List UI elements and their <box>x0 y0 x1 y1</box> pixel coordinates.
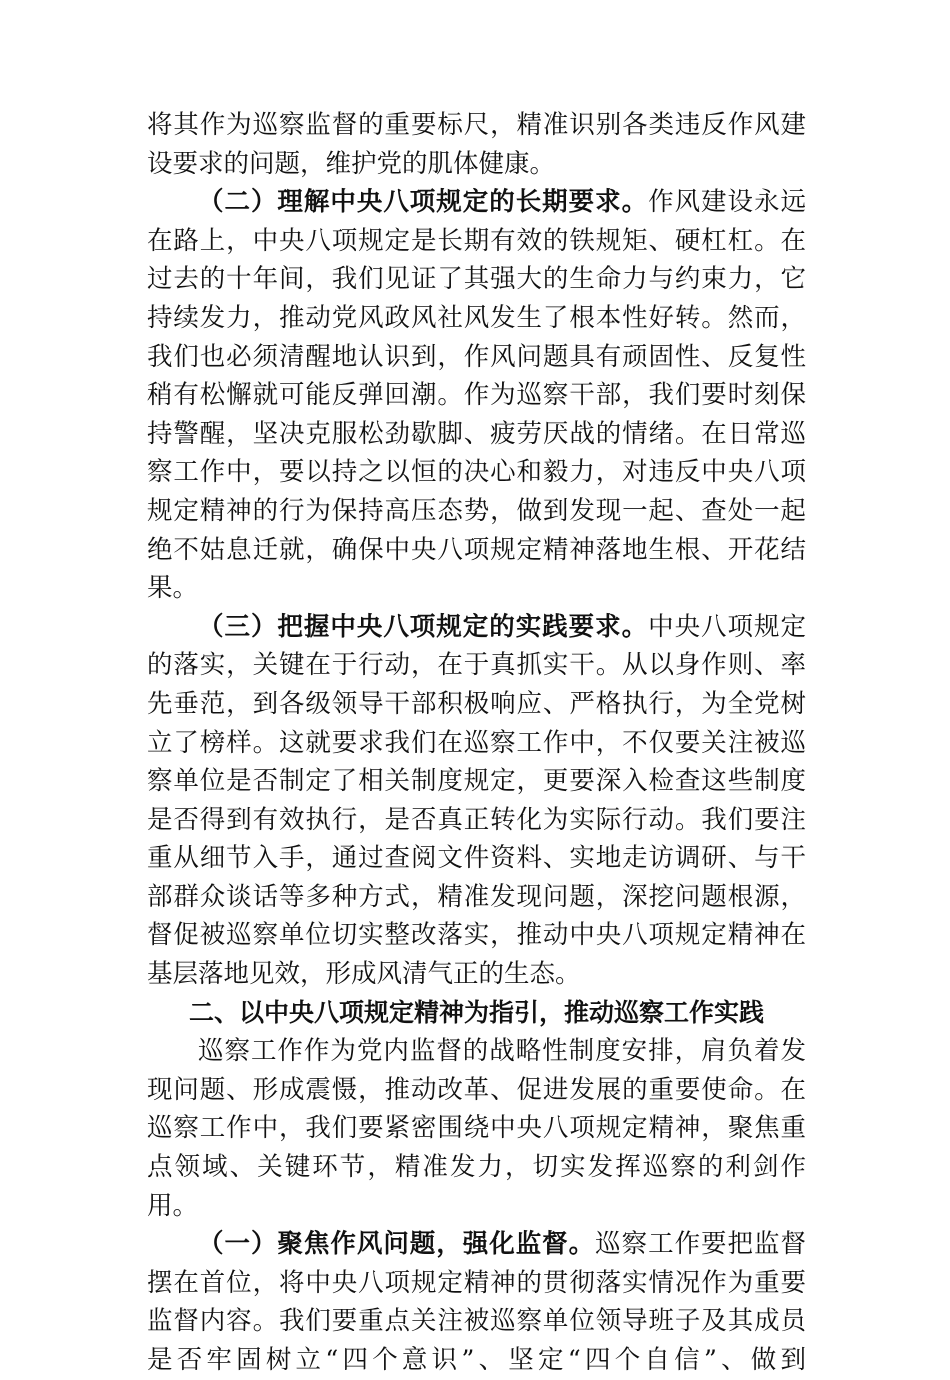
paragraph-part2-intro <box>147 1032 806 1225</box>
paragraph-part2-section-1 <box>147 1225 806 1379</box>
paragraph-body: 中央八项规定的落实，关键在于行动，在于真抓实干。从以身作则、率先垂范，到各级领导干部积极响应、严格执行，为全党树立了榜样。这就要求我们在巡察工作中，不仅要关注被巡察单位是否制定了相关制度规定，更要深入检查这些制度是否得到有效执行，是否真正转化为实际行动。我们要注重从细节入手，通过查阅文件资料、实地走访调研、与干部群众谈话等多种方式，精准发现问题，深挖问题根源，督促被巡察单位切实整改落实，推动中央八项规定精神在基层落地见效，形成风清气正的生态。 <box>147 611 806 990</box>
paragraph-body: 作风建设永远在路上，中央八项规定是长期有效的铁规矩、硬杠杠。在过去的十年间，我们见证了其强大的生命力与约束力，它持续发力，推动党风政风社风发生了根本性好转。然而，我们也必须清醒地认识到，作风问题具有顽固性、反复性稍有松懈就可能反弹回潮。作为巡察干部，我们要时刻保持警醒，坚决克服松劲歇脚、疲劳厌战的情绪。在日常巡察工作中，要以持之以恒的决心和毅力，对违反中央八项规定精神的行为保持高压态势，做到发现一起、查处一起绝不姑息迁就，确保中央八项规定精神落地生根、开花结果。 <box>147 187 806 604</box>
paragraph-lead: （一）聚焦作风问题，强化监督。 <box>198 1229 596 1260</box>
paragraph-intro-continued <box>147 106 806 183</box>
paragraph-lead: （二）理解中央八项规定的长期要求。 <box>198 187 649 218</box>
paragraph-section-3 <box>147 608 806 994</box>
section-heading: 二、以中央八项规定精神为指引，推动巡察工作实践 <box>188 997 764 1027</box>
paragraph-body: 巡察工作作为党内监督的战略性制度安排，肩负着发现问题、形成震慑，推动改革、促进发展的重要使命。在巡察工作中，我们要紧密围绕中央八项规定精神，聚焦重点领域、关键环节，精准发力，切实发挥巡察的利剑作用。 <box>147 1036 806 1221</box>
paragraph-body: 将其作为巡察监督的重要标尺，精准识别各类违反作风建设要求的问题，维护党的肌体健康。 <box>147 110 806 179</box>
document-body <box>147 106 806 1380</box>
paragraph-lead: （三）把握中央八项规定的实践要求。 <box>198 611 649 642</box>
paragraph-section-2 <box>147 183 806 608</box>
paragraph-body: 巡察工作要把监督摆在首位，将中央八项规定精神的贯彻落实情况作为重要监督内容。我们要重点关注被巡察单位领导班子及其成员是否牢固树立“四个意识”、坚定“四个自信”、做到 <box>147 1229 806 1375</box>
